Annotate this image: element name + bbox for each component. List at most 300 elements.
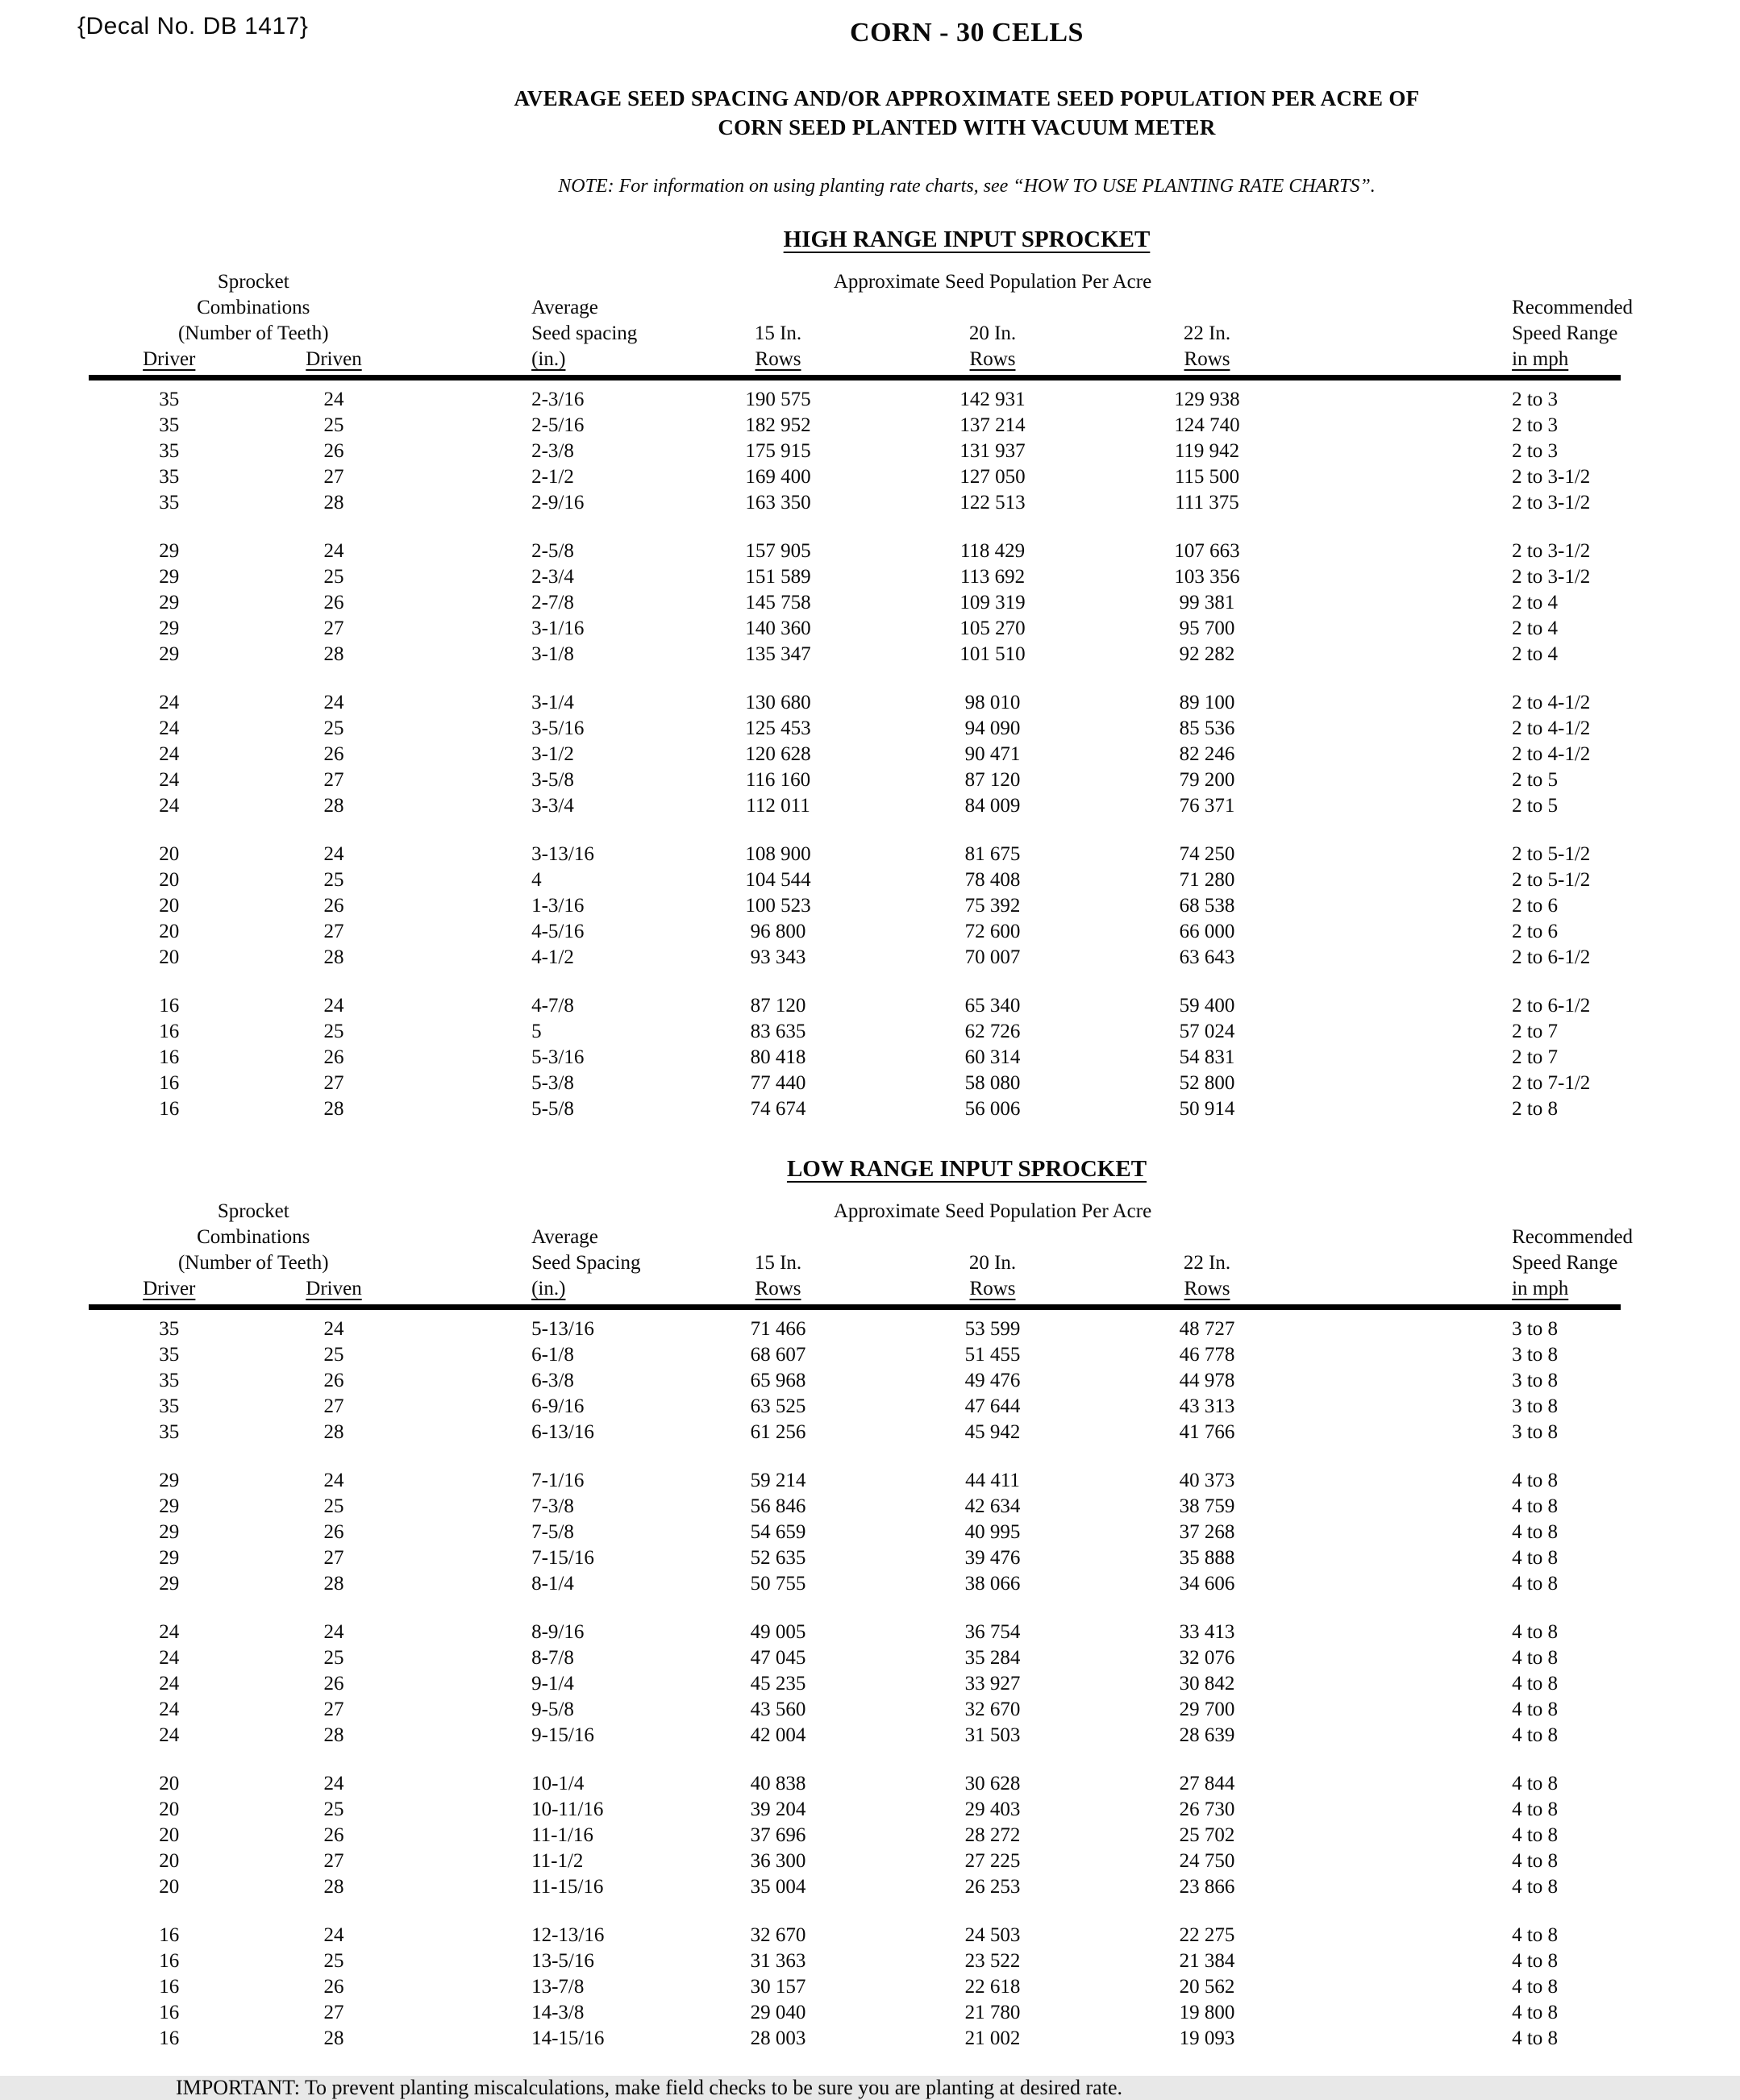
cell-rows-15: 52 635 bbox=[750, 1547, 806, 1569]
header-blank bbox=[1314, 269, 1621, 295]
subtitle-line-1: AVERAGE SEED SPACING AND/OR APPROXIMATE SEED POPULATION PER ACRE OF bbox=[514, 86, 1420, 110]
table-row bbox=[89, 1494, 1621, 1520]
cell-speed-range: 4 to 8 bbox=[1512, 1673, 1559, 1695]
header-blank bbox=[418, 1199, 672, 1225]
cell-rows-15: 120 628 bbox=[745, 743, 811, 765]
cell-driven: 27 bbox=[323, 1699, 344, 1720]
cell-seed-spacing: 7-5/8 bbox=[531, 1521, 574, 1543]
cell-driven: 25 bbox=[323, 869, 344, 891]
table-row bbox=[89, 919, 1621, 945]
cell-driver: 16 bbox=[159, 2027, 180, 2049]
cell-driver: 20 bbox=[159, 946, 180, 968]
header-seed-spacing: Seed spacing bbox=[531, 322, 638, 344]
cell-seed-spacing: 11-1/16 bbox=[531, 1824, 593, 1846]
cell-seed-spacing: 2-1/2 bbox=[531, 466, 574, 488]
cell-speed-range: 2 to 6-1/2 bbox=[1512, 995, 1591, 1017]
high-range-table-header bbox=[89, 269, 1634, 378]
cell-speed-range: 2 to 6-1/2 bbox=[1512, 946, 1591, 968]
decal-number: {Decal No. DB 1417} bbox=[77, 13, 309, 40]
cell-speed-range: 2 to 6 bbox=[1512, 895, 1559, 917]
cell-driven: 24 bbox=[323, 995, 344, 1017]
table-row bbox=[89, 1308, 1621, 1343]
header-number-of-teeth: (Number of Teeth) bbox=[177, 1252, 329, 1274]
cell-seed-spacing: 13-5/16 bbox=[531, 1950, 594, 1972]
cell-driven: 26 bbox=[323, 1046, 344, 1068]
cell-driver: 35 bbox=[159, 389, 180, 410]
cell-driver: 29 bbox=[159, 540, 180, 562]
cell-driver: 35 bbox=[159, 466, 180, 488]
group-spacer bbox=[89, 1597, 1621, 1620]
cell-driver: 20 bbox=[159, 1850, 180, 1872]
header-blank bbox=[671, 295, 1314, 321]
cell-driven: 27 bbox=[323, 1850, 344, 1872]
table-row bbox=[89, 378, 1621, 414]
cell-driver: 24 bbox=[159, 795, 180, 817]
cell-rows-15: 169 400 bbox=[745, 466, 811, 488]
table-row bbox=[89, 842, 1621, 867]
cell-driver: 35 bbox=[159, 1370, 180, 1391]
cell-rows-15: 77 440 bbox=[750, 1072, 806, 1094]
cell-rows-15: 83 635 bbox=[750, 1021, 806, 1042]
cell-speed-range: 2 to 5 bbox=[1512, 769, 1559, 791]
cell-seed-spacing: 5-3/16 bbox=[531, 1046, 585, 1068]
cell-driver: 29 bbox=[159, 1573, 180, 1595]
cell-seed-spacing: 4-5/16 bbox=[531, 921, 585, 942]
cell-seed-spacing: 2-5/16 bbox=[531, 414, 585, 436]
header-row-2 bbox=[89, 1225, 1621, 1250]
header-row-1 bbox=[89, 1199, 1621, 1225]
cell-rows-20: 40 995 bbox=[964, 1521, 1021, 1543]
header-in-mph: in mph bbox=[1314, 347, 1621, 378]
high-range-table bbox=[89, 269, 1634, 1122]
cell-rows-20: 72 600 bbox=[964, 921, 1021, 942]
cell-rows-20: 36 754 bbox=[964, 1621, 1021, 1643]
cell-driver: 35 bbox=[159, 440, 180, 462]
cell-rows-20: 35 284 bbox=[964, 1647, 1021, 1669]
table-row bbox=[89, 1545, 1621, 1571]
cell-seed-spacing: 11-1/2 bbox=[531, 1850, 584, 1872]
cell-driver: 20 bbox=[159, 895, 180, 917]
cell-rows-22: 107 663 bbox=[1174, 540, 1240, 562]
cell-rows-20: 84 009 bbox=[964, 795, 1021, 817]
cell-driven: 26 bbox=[323, 743, 344, 765]
cell-rows-22: 25 702 bbox=[1179, 1824, 1235, 1846]
cell-driver: 35 bbox=[159, 492, 180, 514]
cell-rows-15: 80 418 bbox=[750, 1046, 806, 1068]
cell-rows-15: 32 670 bbox=[750, 1924, 806, 1946]
cell-rows-15: 108 900 bbox=[745, 843, 811, 865]
cell-rows-20: 47 644 bbox=[964, 1395, 1021, 1417]
cell-seed-spacing: 5-3/8 bbox=[531, 1072, 574, 1094]
cell-seed-spacing: 9-5/8 bbox=[531, 1699, 574, 1720]
table-row bbox=[89, 1948, 1621, 1974]
cell-rows-20: 32 670 bbox=[964, 1699, 1021, 1720]
table-row bbox=[89, 1096, 1621, 1122]
cell-rows-20: 21 780 bbox=[964, 2002, 1021, 2023]
low-range-section bbox=[0, 1156, 1740, 2052]
cell-rows-15: 43 560 bbox=[750, 1699, 806, 1720]
subtitle bbox=[194, 84, 1740, 142]
cell-rows-22: 66 000 bbox=[1179, 921, 1235, 942]
cell-driver: 16 bbox=[159, 995, 180, 1017]
cell-rows-22: 50 914 bbox=[1179, 1098, 1235, 1120]
cell-rows-15: 30 157 bbox=[750, 1976, 806, 1998]
cell-driven: 28 bbox=[323, 1421, 344, 1443]
table-row bbox=[89, 1019, 1621, 1045]
cell-speed-range: 3 to 8 bbox=[1512, 1395, 1559, 1417]
cell-rows-20: 30 628 bbox=[964, 1773, 1021, 1794]
cell-speed-range: 4 to 8 bbox=[1512, 1470, 1559, 1491]
table-row bbox=[89, 1342, 1621, 1368]
cell-driven: 27 bbox=[323, 2002, 344, 2023]
cell-speed-range: 2 to 3-1/2 bbox=[1512, 540, 1591, 562]
cell-driver: 29 bbox=[159, 566, 180, 588]
table-row bbox=[89, 1571, 1621, 1597]
cell-driven: 26 bbox=[323, 1824, 344, 1846]
cell-speed-range: 2 to 5-1/2 bbox=[1512, 869, 1591, 891]
header-rows-22: Rows bbox=[1100, 1276, 1314, 1308]
table-row bbox=[89, 1771, 1621, 1797]
cell-seed-spacing: 6-1/8 bbox=[531, 1344, 574, 1366]
cell-driven: 25 bbox=[323, 1495, 344, 1517]
cell-rows-22: 74 250 bbox=[1179, 843, 1235, 865]
header-number-of-teeth: (Number of Teeth) bbox=[177, 322, 329, 344]
cell-rows-20: 53 599 bbox=[964, 1318, 1021, 1340]
cell-rows-20: 105 270 bbox=[959, 618, 1026, 639]
cell-rows-22: 63 643 bbox=[1179, 946, 1235, 968]
cell-seed-spacing: 7-1/16 bbox=[531, 1470, 585, 1491]
cell-driven: 28 bbox=[323, 1098, 344, 1120]
cell-driver: 16 bbox=[159, 1072, 180, 1094]
low-range-table-body bbox=[89, 1308, 1621, 2052]
cell-seed-spacing: 7-3/8 bbox=[531, 1495, 574, 1517]
cell-rows-20: 49 476 bbox=[964, 1370, 1021, 1391]
cell-rows-22: 23 866 bbox=[1179, 1876, 1235, 1898]
cell-rows-20: 33 927 bbox=[964, 1673, 1021, 1695]
cell-driver: 24 bbox=[159, 769, 180, 791]
cell-driver: 29 bbox=[159, 1495, 180, 1517]
cell-seed-spacing: 8-1/4 bbox=[531, 1573, 574, 1595]
cell-driver: 29 bbox=[159, 618, 180, 639]
header-recommended: Recommended bbox=[1512, 1226, 1634, 1248]
cell-rows-15: 28 003 bbox=[750, 2027, 806, 2049]
cell-rows-22: 111 375 bbox=[1175, 492, 1239, 514]
cell-speed-range: 2 to 4 bbox=[1512, 592, 1559, 613]
table-row bbox=[89, 1468, 1621, 1494]
cell-driven: 28 bbox=[323, 492, 344, 514]
header-row-3 bbox=[89, 1250, 1621, 1276]
cell-driven: 24 bbox=[323, 1318, 344, 1340]
table-row bbox=[89, 413, 1621, 439]
cell-driver: 24 bbox=[159, 717, 180, 739]
cell-seed-spacing: 2-7/8 bbox=[531, 592, 574, 613]
cell-rows-20: 22 618 bbox=[964, 1976, 1021, 1998]
cell-rows-15: 54 659 bbox=[750, 1521, 806, 1543]
cell-rows-15: 59 214 bbox=[750, 1470, 806, 1491]
cell-seed-spacing: 9-15/16 bbox=[531, 1724, 594, 1746]
cell-speed-range: 3 to 8 bbox=[1512, 1344, 1559, 1366]
cell-driven: 26 bbox=[323, 1521, 344, 1543]
cell-rows-20: 113 692 bbox=[959, 566, 1026, 588]
table-row bbox=[89, 893, 1621, 919]
cell-driver: 24 bbox=[159, 743, 180, 765]
cell-rows-22: 37 268 bbox=[1179, 1521, 1235, 1543]
cell-seed-spacing: 3-1/16 bbox=[531, 618, 585, 639]
header-population: Approximate Seed Population Per Acre bbox=[833, 271, 1152, 293]
cell-rows-20: 137 214 bbox=[959, 414, 1026, 436]
spacer-cell bbox=[89, 1445, 1621, 1468]
header-speed-range: Speed Range bbox=[1512, 1252, 1618, 1274]
cell-rows-15: 125 453 bbox=[745, 717, 811, 739]
table-row bbox=[89, 945, 1621, 971]
cell-rows-15: 65 968 bbox=[750, 1370, 806, 1391]
cell-driven: 25 bbox=[323, 1647, 344, 1669]
table-row bbox=[89, 867, 1621, 893]
cell-rows-22: 33 413 bbox=[1179, 1621, 1235, 1643]
group-spacer bbox=[89, 1445, 1621, 1468]
cell-rows-20: 51 455 bbox=[964, 1344, 1021, 1366]
header-22-in: 22 In. bbox=[1183, 322, 1231, 344]
cell-speed-range: 4 to 8 bbox=[1512, 1573, 1559, 1595]
table-row bbox=[89, 2000, 1621, 2026]
cell-driven: 28 bbox=[323, 643, 344, 665]
cell-rows-15: 31 363 bbox=[750, 1950, 806, 1972]
cell-rows-15: 175 915 bbox=[745, 440, 811, 462]
cell-driver: 20 bbox=[159, 1824, 180, 1846]
cell-speed-range: 4 to 8 bbox=[1512, 2027, 1559, 2049]
cell-speed-range: 2 to 8 bbox=[1512, 1098, 1559, 1120]
cell-rows-15: 157 905 bbox=[745, 540, 811, 562]
header-sprocket: Sprocket bbox=[217, 271, 289, 293]
cell-driver: 20 bbox=[159, 1876, 180, 1898]
high-range-section bbox=[0, 227, 1740, 1122]
cell-speed-range: 2 to 4-1/2 bbox=[1512, 717, 1591, 739]
cell-seed-spacing: 2-9/16 bbox=[531, 492, 585, 514]
cell-driver: 35 bbox=[159, 1395, 180, 1417]
spacer-cell bbox=[89, 516, 1621, 539]
cell-driver: 16 bbox=[159, 1924, 180, 1946]
cell-rows-20: 28 272 bbox=[964, 1824, 1021, 1846]
cell-seed-spacing: 3-1/2 bbox=[531, 743, 574, 765]
cell-speed-range: 4 to 8 bbox=[1512, 1521, 1559, 1543]
cell-speed-range: 2 to 3-1/2 bbox=[1512, 492, 1591, 514]
table-row bbox=[89, 1723, 1621, 1749]
cell-rows-22: 46 778 bbox=[1179, 1344, 1235, 1366]
group-spacer bbox=[89, 667, 1621, 690]
group-spacer bbox=[89, 516, 1621, 539]
cell-driven: 24 bbox=[323, 692, 344, 713]
cell-rows-15: 49 005 bbox=[750, 1621, 806, 1643]
header-population: Approximate Seed Population Per Acre bbox=[833, 1200, 1152, 1222]
cell-speed-range: 2 to 3-1/2 bbox=[1512, 566, 1591, 588]
cell-rows-15: 163 350 bbox=[745, 492, 811, 514]
cell-driven: 27 bbox=[323, 921, 344, 942]
spacer-cell bbox=[89, 819, 1621, 842]
cell-rows-15: 112 011 bbox=[746, 795, 810, 817]
cell-rows-15: 45 235 bbox=[750, 1673, 806, 1695]
table-row bbox=[89, 1874, 1621, 1900]
cell-rows-22: 57 024 bbox=[1179, 1021, 1235, 1042]
cell-seed-spacing: 8-9/16 bbox=[531, 1621, 585, 1643]
cell-rows-20: 42 634 bbox=[964, 1495, 1021, 1517]
cell-rows-22: 48 727 bbox=[1179, 1318, 1235, 1340]
cell-seed-spacing: 6-3/8 bbox=[531, 1370, 574, 1391]
cell-seed-spacing: 3-1/4 bbox=[531, 692, 574, 713]
header-in-mph: in mph bbox=[1314, 1276, 1621, 1308]
cell-seed-spacing: 3-5/8 bbox=[531, 769, 574, 791]
cell-driven: 25 bbox=[323, 566, 344, 588]
cell-speed-range: 4 to 8 bbox=[1512, 1950, 1559, 1972]
cell-rows-15: 37 696 bbox=[750, 1824, 806, 1846]
cell-speed-range: 2 to 4-1/2 bbox=[1512, 692, 1591, 713]
cell-driver: 29 bbox=[159, 592, 180, 613]
important-note: IMPORTANT: To prevent planting miscalculations, make field checks to be sure you are planting at desired rate. bbox=[176, 2076, 1122, 2099]
spacer-cell bbox=[89, 1597, 1621, 1620]
header-speed-range: Speed Range bbox=[1512, 322, 1618, 344]
cell-seed-spacing: 7-15/16 bbox=[531, 1547, 594, 1569]
cell-speed-range: 4 to 8 bbox=[1512, 1621, 1559, 1643]
cell-rows-22: 30 842 bbox=[1179, 1673, 1235, 1695]
cell-rows-20: 39 476 bbox=[964, 1547, 1021, 1569]
cell-seed-spacing: 10-11/16 bbox=[531, 1799, 604, 1820]
cell-seed-spacing: 14-15/16 bbox=[531, 2027, 605, 2049]
cell-driver: 35 bbox=[159, 1421, 180, 1443]
cell-driven: 26 bbox=[323, 592, 344, 613]
cell-driven: 24 bbox=[323, 389, 344, 410]
cell-rows-15: 135 347 bbox=[745, 643, 811, 665]
cell-driver: 16 bbox=[159, 1046, 180, 1068]
low-range-table bbox=[89, 1199, 1634, 2052]
cell-rows-22: 76 371 bbox=[1179, 795, 1235, 817]
cell-rows-15: 47 045 bbox=[750, 1647, 806, 1669]
cell-driven: 24 bbox=[323, 1621, 344, 1643]
cell-driven: 27 bbox=[323, 1395, 344, 1417]
cell-seed-spacing: 13-7/8 bbox=[531, 1976, 585, 1998]
cell-rows-22: 68 538 bbox=[1179, 895, 1235, 917]
cell-speed-range: 4 to 8 bbox=[1512, 1699, 1559, 1720]
cell-driver: 20 bbox=[159, 1773, 180, 1794]
cell-driver: 24 bbox=[159, 1724, 180, 1746]
table-row bbox=[89, 1520, 1621, 1545]
cell-driver: 20 bbox=[159, 843, 180, 865]
cell-seed-spacing: 4-7/8 bbox=[531, 995, 574, 1017]
table-row bbox=[89, 1697, 1621, 1723]
table-row bbox=[89, 742, 1621, 767]
cell-rows-20: 101 510 bbox=[959, 643, 1026, 665]
cell-rows-22: 22 275 bbox=[1179, 1924, 1235, 1946]
cell-rows-20: 24 503 bbox=[964, 1924, 1021, 1946]
table-row bbox=[89, 564, 1621, 590]
cell-driver: 29 bbox=[159, 1470, 180, 1491]
cell-speed-range: 2 to 3 bbox=[1512, 414, 1559, 436]
header-rows-15: Rows bbox=[671, 347, 885, 378]
spacer-cell bbox=[89, 1749, 1621, 1771]
cell-rows-20: 78 408 bbox=[964, 869, 1021, 891]
cell-rows-22: 59 400 bbox=[1179, 995, 1235, 1017]
cell-rows-15: 116 160 bbox=[745, 769, 811, 791]
cell-rows-20: 45 942 bbox=[964, 1421, 1021, 1443]
cell-seed-spacing: 3-5/16 bbox=[531, 717, 585, 739]
cell-speed-range: 4 to 8 bbox=[1512, 1799, 1559, 1820]
cell-rows-22: 20 562 bbox=[1179, 1976, 1235, 1998]
header-average: Average bbox=[531, 1226, 598, 1248]
cell-seed-spacing: 5 bbox=[531, 1021, 542, 1042]
cell-rows-15: 63 525 bbox=[750, 1395, 806, 1417]
cell-rows-22: 129 938 bbox=[1174, 389, 1240, 410]
cell-rows-15: 68 607 bbox=[750, 1344, 806, 1366]
cell-rows-20: 23 522 bbox=[964, 1950, 1021, 1972]
cell-rows-20: 62 726 bbox=[964, 1021, 1021, 1042]
cell-rows-15: 104 544 bbox=[745, 869, 811, 891]
table-row bbox=[89, 690, 1621, 716]
cell-driver: 20 bbox=[159, 921, 180, 942]
cell-rows-20: 65 340 bbox=[964, 995, 1021, 1017]
cell-rows-15: 96 800 bbox=[750, 921, 806, 942]
cell-driven: 25 bbox=[323, 1021, 344, 1042]
cell-rows-15: 40 838 bbox=[750, 1773, 806, 1794]
cell-rows-20: 29 403 bbox=[964, 1799, 1021, 1820]
cell-driver: 35 bbox=[159, 1344, 180, 1366]
cell-seed-spacing: 8-7/8 bbox=[531, 1647, 574, 1669]
cell-driven: 26 bbox=[323, 1673, 344, 1695]
cell-rows-20: 21 002 bbox=[964, 2027, 1021, 2049]
cell-rows-15: 190 575 bbox=[745, 389, 811, 410]
cell-rows-15: 36 300 bbox=[750, 1850, 806, 1872]
cell-rows-15: 130 680 bbox=[745, 692, 811, 713]
cell-driver: 29 bbox=[159, 1547, 180, 1569]
cell-speed-range: 4 to 8 bbox=[1512, 1876, 1559, 1898]
table-row bbox=[89, 1368, 1621, 1394]
table-row bbox=[89, 1823, 1621, 1848]
cell-rows-15: 140 360 bbox=[745, 618, 811, 639]
cell-driver: 24 bbox=[159, 692, 180, 713]
low-range-heading: LOW RANGE INPUT SPROCKET bbox=[786, 1156, 1147, 1182]
cell-rows-22: 99 381 bbox=[1179, 592, 1235, 613]
cell-rows-15: 74 674 bbox=[750, 1098, 806, 1120]
table-row bbox=[89, 2026, 1621, 2052]
cell-seed-spacing: 6-9/16 bbox=[531, 1395, 585, 1417]
cell-seed-spacing: 14-3/8 bbox=[531, 2002, 585, 2023]
cell-rows-22: 43 313 bbox=[1179, 1395, 1235, 1417]
cell-rows-15: 56 846 bbox=[750, 1495, 806, 1517]
cell-speed-range: 2 to 4 bbox=[1512, 618, 1559, 639]
header-rows-20: Rows bbox=[885, 1276, 1100, 1308]
header-driven: Driven bbox=[250, 1276, 418, 1308]
cell-rows-20: 90 471 bbox=[964, 743, 1021, 765]
cell-driven: 26 bbox=[323, 895, 344, 917]
cell-rows-20: 142 931 bbox=[959, 389, 1026, 410]
table-row bbox=[89, 1071, 1621, 1096]
cell-speed-range: 2 to 5 bbox=[1512, 795, 1559, 817]
cell-rows-15: 151 589 bbox=[745, 566, 811, 588]
cell-driver: 16 bbox=[159, 1976, 180, 1998]
cell-seed-spacing: 3-1/8 bbox=[531, 643, 574, 665]
cell-speed-range: 2 to 7 bbox=[1512, 1046, 1559, 1068]
table-row bbox=[89, 616, 1621, 642]
header-15-in: 15 In. bbox=[754, 1252, 802, 1274]
cell-rows-20: 94 090 bbox=[964, 717, 1021, 739]
header-recommended: Recommended bbox=[1512, 297, 1634, 318]
cell-rows-20: 44 411 bbox=[965, 1470, 1020, 1491]
cell-rows-15: 42 004 bbox=[750, 1724, 806, 1746]
cell-rows-20: 27 225 bbox=[964, 1850, 1021, 1872]
group-spacer bbox=[89, 971, 1621, 993]
table-row bbox=[89, 439, 1621, 464]
cell-speed-range: 2 to 5-1/2 bbox=[1512, 843, 1591, 865]
cell-seed-spacing: 2-3/4 bbox=[531, 566, 574, 588]
table-row bbox=[89, 767, 1621, 793]
header-row-2 bbox=[89, 295, 1621, 321]
